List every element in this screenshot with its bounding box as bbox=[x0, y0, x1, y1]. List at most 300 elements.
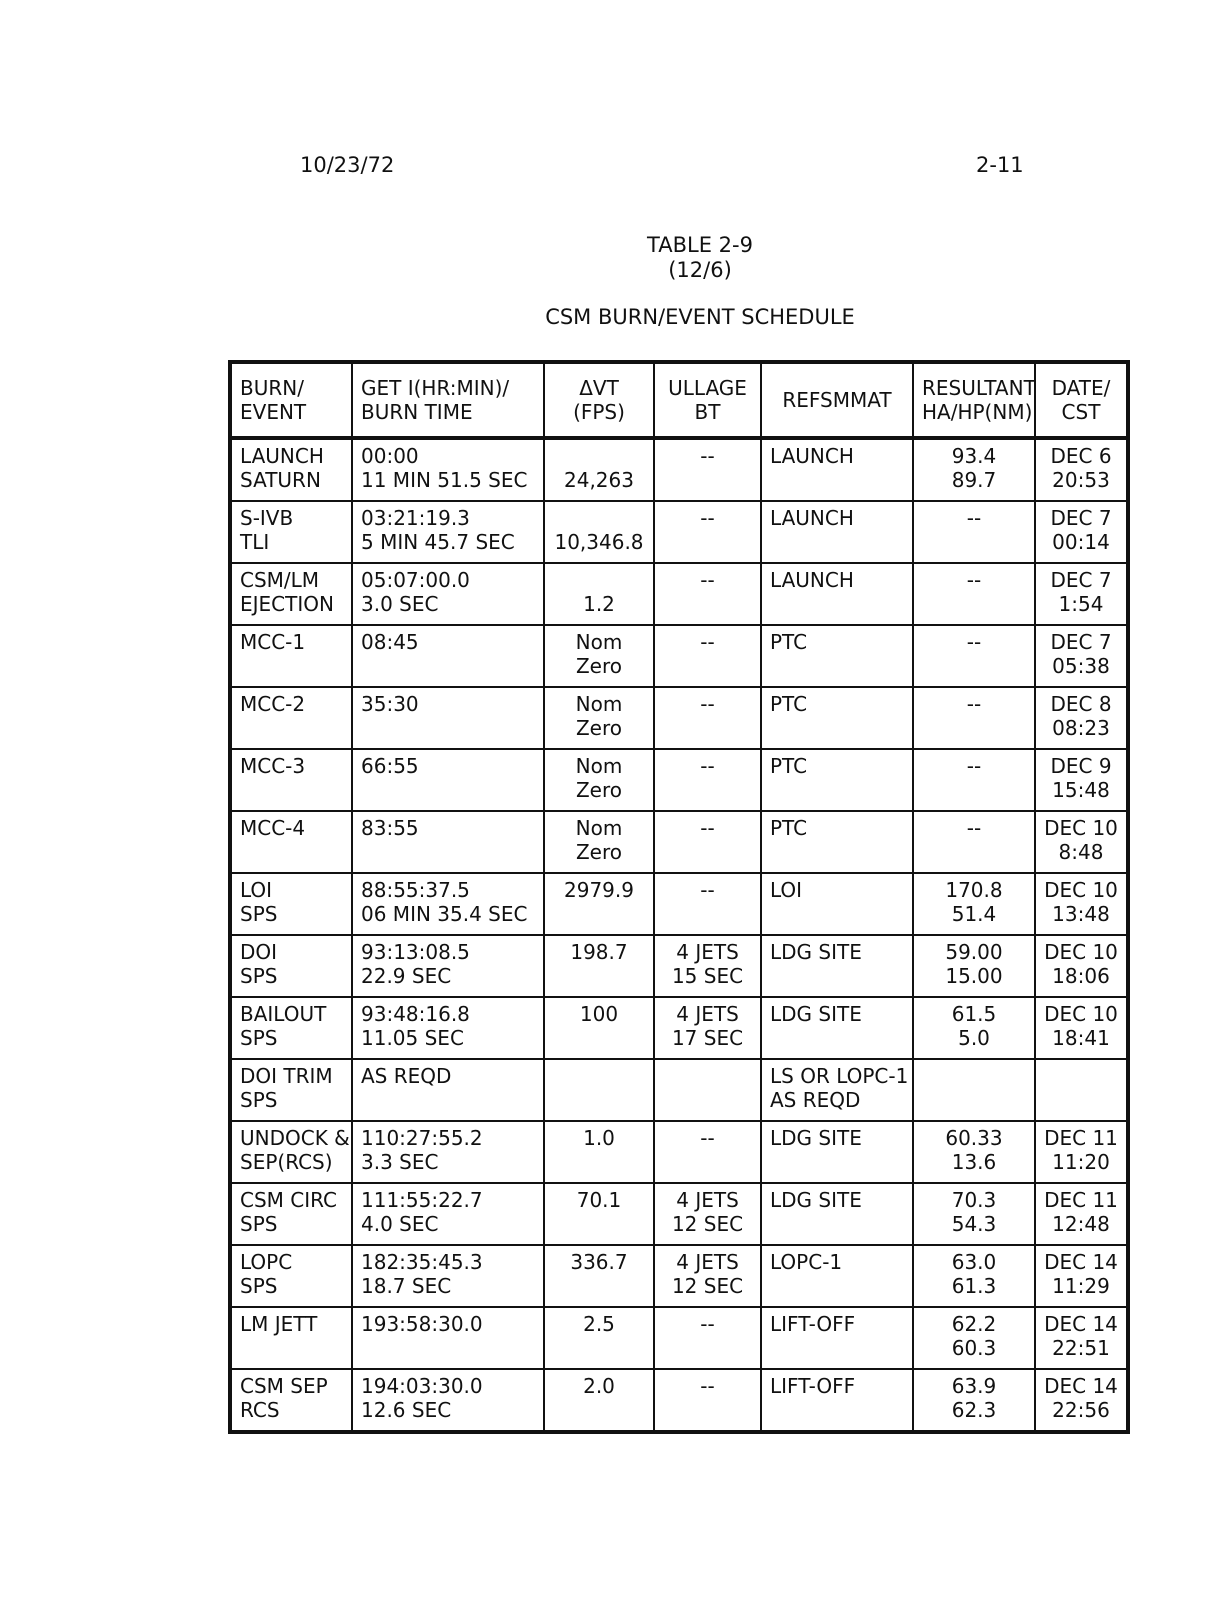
cell-text bbox=[922, 716, 1026, 740]
cell-text bbox=[553, 506, 645, 530]
cell-resultant-ha-hp bbox=[913, 1245, 1035, 1307]
burn-event-table bbox=[228, 360, 1130, 1434]
cell-text: DOI TRIM bbox=[240, 1064, 333, 1088]
cell-date-cst bbox=[1035, 749, 1128, 811]
cell-refsmmat bbox=[761, 1059, 913, 1121]
table-row bbox=[230, 687, 1128, 749]
cell-text: LDG SITE bbox=[770, 1002, 862, 1026]
cell-date-cst bbox=[1035, 1245, 1128, 1307]
cell-text bbox=[922, 592, 1026, 616]
header-text: HA/HP(NM) bbox=[922, 400, 1033, 424]
cell-text: SPS bbox=[240, 1274, 278, 1298]
cell-text bbox=[553, 1088, 645, 1112]
cell-text: 05:07:00.0 bbox=[361, 568, 470, 592]
cell-get-burn-time bbox=[352, 1121, 544, 1183]
cell-burn-event bbox=[230, 1121, 352, 1183]
cell-text bbox=[361, 840, 535, 864]
cell-text: DEC 8 bbox=[1050, 692, 1112, 716]
cell-ullage-bt bbox=[654, 1307, 761, 1369]
cell-get-burn-time bbox=[352, 1245, 544, 1307]
cell-text: DEC 10 bbox=[1044, 878, 1118, 902]
cell-refsmmat bbox=[761, 1121, 913, 1183]
cell-text: 83:55 bbox=[361, 816, 419, 840]
cell-text bbox=[770, 1398, 904, 1422]
cell-text: 88:55:37.5 bbox=[361, 878, 470, 902]
cell-text: Nom bbox=[575, 692, 623, 716]
table-label: TABLE 2-9 bbox=[647, 233, 753, 257]
table-row bbox=[230, 1369, 1128, 1432]
cell-text bbox=[770, 1212, 904, 1236]
cell-text: 00:14 bbox=[1052, 530, 1110, 554]
cell-burn-event bbox=[230, 749, 352, 811]
cell-text bbox=[770, 654, 904, 678]
cell-text: SEP(RCS) bbox=[240, 1150, 333, 1174]
cell-ullage-bt bbox=[654, 438, 761, 501]
cell-text: 12 SEC bbox=[671, 1212, 744, 1236]
cell-get-burn-time bbox=[352, 935, 544, 997]
cell-date-cst bbox=[1035, 687, 1128, 749]
cell-text bbox=[361, 778, 535, 802]
cell-text: 5 MIN 45.7 SEC bbox=[361, 530, 515, 554]
cell-text: 4 JETS bbox=[676, 1250, 739, 1274]
cell-text: LOI bbox=[770, 878, 803, 902]
cell-text: -- bbox=[966, 568, 982, 592]
cell-burn-event bbox=[230, 1059, 352, 1121]
cell-ullage-bt bbox=[654, 1369, 761, 1432]
cell-burn-event bbox=[230, 1245, 352, 1307]
cell-delta-vt bbox=[544, 501, 654, 563]
cell-text: DEC 10 bbox=[1044, 1002, 1118, 1026]
cell-text: 1:54 bbox=[1058, 592, 1104, 616]
cell-ullage-bt bbox=[654, 935, 761, 997]
cell-resultant-ha-hp bbox=[913, 1307, 1035, 1369]
cell-burn-event bbox=[230, 563, 352, 625]
cell-text: SPS bbox=[240, 902, 278, 926]
cell-date-cst bbox=[1035, 997, 1128, 1059]
cell-date-cst bbox=[1035, 1121, 1128, 1183]
cell-text: Zero bbox=[575, 654, 623, 678]
cell-burn-event bbox=[230, 1183, 352, 1245]
cell-text: DEC 6 bbox=[1050, 444, 1112, 468]
cell-text: 12 SEC bbox=[671, 1274, 744, 1298]
header-text: REFSMMAT bbox=[782, 388, 892, 412]
cell-delta-vt bbox=[544, 687, 654, 749]
header-text: EVENT bbox=[240, 400, 307, 424]
cell-ullage-bt bbox=[654, 873, 761, 935]
cell-text: PTC bbox=[770, 816, 808, 840]
cell-get-burn-time bbox=[352, 749, 544, 811]
cell-delta-vt bbox=[544, 1245, 654, 1307]
cell-text: 4.0 SEC bbox=[361, 1212, 439, 1236]
cell-refsmmat bbox=[761, 625, 913, 687]
cell-text: Zero bbox=[575, 778, 623, 802]
cell-text: MCC-3 bbox=[240, 754, 306, 778]
table-row bbox=[230, 501, 1128, 563]
cell-text: 170.8 bbox=[945, 878, 1003, 902]
header-text: BT bbox=[694, 400, 721, 424]
cell-text: -- bbox=[966, 692, 982, 716]
cell-burn-event bbox=[230, 1369, 352, 1432]
cell-text: 3.3 SEC bbox=[361, 1150, 439, 1174]
cell-date-cst bbox=[1035, 1307, 1128, 1369]
cell-ullage-bt bbox=[654, 1245, 761, 1307]
cell-text: 93:48:16.8 bbox=[361, 1002, 470, 1026]
cell-text bbox=[770, 592, 904, 616]
cell-text: 54.3 bbox=[951, 1212, 997, 1236]
header-ullage-bt bbox=[654, 362, 761, 438]
table-row bbox=[230, 1307, 1128, 1369]
cell-delta-vt bbox=[544, 1059, 654, 1121]
cell-text: LIFT-OFF bbox=[770, 1312, 856, 1336]
cell-ullage-bt bbox=[654, 1059, 761, 1121]
cell-text: -- bbox=[700, 444, 715, 468]
cell-text: 24,263 bbox=[564, 468, 634, 492]
cell-text: 22.9 SEC bbox=[361, 964, 452, 988]
cell-delta-vt bbox=[544, 873, 654, 935]
table-header bbox=[230, 362, 1128, 438]
cell-burn-event bbox=[230, 438, 352, 501]
cell-get-burn-time bbox=[352, 1059, 544, 1121]
cell-text: LDG SITE bbox=[770, 1126, 862, 1150]
table-body bbox=[230, 438, 1128, 1432]
cell-text: 18:06 bbox=[1052, 964, 1110, 988]
cell-resultant-ha-hp bbox=[913, 438, 1035, 501]
cell-text: 4 JETS bbox=[676, 940, 739, 964]
cell-text: 08:23 bbox=[1052, 716, 1110, 740]
cell-text: 198.7 bbox=[570, 940, 628, 964]
cell-text: -- bbox=[700, 754, 715, 778]
header-text: ULLAGE bbox=[668, 376, 747, 400]
cell-text bbox=[922, 530, 1026, 554]
cell-burn-event bbox=[230, 935, 352, 997]
cell-refsmmat bbox=[761, 1369, 913, 1432]
cell-text: EJECTION bbox=[240, 592, 334, 616]
cell-text bbox=[240, 1336, 343, 1360]
header-text: GET I(HR:MIN)/ bbox=[361, 376, 510, 400]
cell-text: DEC 10 bbox=[1044, 940, 1118, 964]
table-row bbox=[230, 1245, 1128, 1307]
cell-text: 194:03:30.0 bbox=[361, 1374, 483, 1398]
cell-text bbox=[770, 1026, 904, 1050]
cell-resultant-ha-hp bbox=[913, 1183, 1035, 1245]
cell-text: 2.0 bbox=[583, 1374, 615, 1398]
cell-text: 17 SEC bbox=[671, 1026, 744, 1050]
cell-date-cst bbox=[1035, 935, 1128, 997]
cell-text: LAUNCH bbox=[240, 444, 324, 468]
cell-resultant-ha-hp bbox=[913, 935, 1035, 997]
cell-text: 1.0 bbox=[583, 1126, 615, 1150]
cell-text bbox=[663, 716, 752, 740]
cell-text: -- bbox=[700, 630, 715, 654]
cell-text bbox=[553, 964, 645, 988]
cell-text: 15 SEC bbox=[671, 964, 744, 988]
cell-get-burn-time bbox=[352, 1307, 544, 1369]
cell-burn-event bbox=[230, 811, 352, 873]
cell-text bbox=[770, 778, 904, 802]
cell-text bbox=[663, 592, 752, 616]
cell-text: LAUNCH bbox=[770, 506, 854, 530]
cell-text: SPS bbox=[240, 964, 278, 988]
cell-text bbox=[361, 1088, 535, 1112]
cell-text: 4 JETS bbox=[676, 1002, 739, 1026]
cell-text: -- bbox=[700, 1374, 715, 1398]
header-date-cst bbox=[1035, 362, 1128, 438]
cell-text bbox=[770, 902, 904, 926]
cell-resultant-ha-hp bbox=[913, 687, 1035, 749]
cell-text: 20:53 bbox=[1052, 468, 1110, 492]
cell-ullage-bt bbox=[654, 625, 761, 687]
cell-text: 13.6 bbox=[951, 1150, 997, 1174]
cell-text bbox=[553, 1212, 645, 1236]
cell-date-cst bbox=[1035, 1183, 1128, 1245]
cell-text: 2.5 bbox=[583, 1312, 615, 1336]
cell-text: Zero bbox=[575, 840, 623, 864]
cell-text: -- bbox=[700, 816, 715, 840]
cell-text bbox=[922, 654, 1026, 678]
cell-text: 193:58:30.0 bbox=[361, 1312, 483, 1336]
cell-text: SPS bbox=[240, 1088, 278, 1112]
cell-text: AS REQD bbox=[361, 1064, 452, 1088]
cell-text bbox=[663, 1088, 752, 1112]
cell-text: BAILOUT bbox=[240, 1002, 327, 1026]
cell-delta-vt bbox=[544, 1307, 654, 1369]
cell-text: MCC-2 bbox=[240, 692, 306, 716]
cell-text bbox=[770, 716, 904, 740]
cell-date-cst bbox=[1035, 625, 1128, 687]
cell-text bbox=[770, 1274, 904, 1298]
cell-text: 12:48 bbox=[1052, 1212, 1110, 1236]
cell-text: 13:48 bbox=[1052, 902, 1110, 926]
cell-text bbox=[663, 840, 752, 864]
header-text: ΔVT bbox=[579, 376, 619, 400]
cell-text: -- bbox=[700, 506, 715, 530]
header-text: CST bbox=[1061, 400, 1101, 424]
cell-get-burn-time bbox=[352, 873, 544, 935]
cell-text: 93:13:08.5 bbox=[361, 940, 470, 964]
cell-text: LOPC-1 bbox=[770, 1250, 843, 1274]
cell-refsmmat bbox=[761, 1307, 913, 1369]
cell-resultant-ha-hp bbox=[913, 501, 1035, 563]
cell-text: -- bbox=[700, 692, 715, 716]
cell-text bbox=[553, 1336, 645, 1360]
cell-delta-vt bbox=[544, 997, 654, 1059]
cell-text bbox=[553, 1064, 645, 1088]
cell-date-cst bbox=[1035, 501, 1128, 563]
cell-text: 336.7 bbox=[570, 1250, 628, 1274]
table-row bbox=[230, 1059, 1128, 1121]
cell-text: 15.00 bbox=[945, 964, 1003, 988]
page-number: 2-11 bbox=[976, 153, 1024, 177]
cell-text bbox=[663, 1336, 752, 1360]
cell-text: 61.5 bbox=[951, 1002, 997, 1026]
cell-text: 00:00 bbox=[361, 444, 419, 468]
cell-text bbox=[770, 1336, 904, 1360]
cell-text: 59.00 bbox=[945, 940, 1003, 964]
cell-text: -- bbox=[700, 1312, 715, 1336]
cell-text bbox=[663, 778, 752, 802]
cell-text bbox=[553, 1398, 645, 1422]
header-text: RESULTANT bbox=[922, 376, 1036, 400]
cell-text: 61.3 bbox=[951, 1274, 997, 1298]
header-text: (FPS) bbox=[573, 400, 625, 424]
cell-date-cst bbox=[1035, 811, 1128, 873]
cell-get-burn-time bbox=[352, 997, 544, 1059]
cell-text: DEC 7 bbox=[1050, 630, 1112, 654]
cell-refsmmat bbox=[761, 997, 913, 1059]
cell-resultant-ha-hp bbox=[913, 811, 1035, 873]
table-row bbox=[230, 625, 1128, 687]
cell-text: 35:30 bbox=[361, 692, 419, 716]
cell-text: Nom bbox=[575, 816, 623, 840]
cell-get-burn-time bbox=[352, 625, 544, 687]
cell-text: 63.0 bbox=[951, 1250, 997, 1274]
cell-text: DEC 14 bbox=[1044, 1312, 1118, 1336]
cell-text: 89.7 bbox=[951, 468, 997, 492]
cell-text: DEC 10 bbox=[1044, 816, 1118, 840]
cell-text bbox=[770, 468, 904, 492]
cell-get-burn-time bbox=[352, 1183, 544, 1245]
cell-text bbox=[1044, 1064, 1118, 1088]
cell-text: LOI bbox=[240, 878, 273, 902]
cell-text: CSM SEP bbox=[240, 1374, 328, 1398]
cell-text bbox=[922, 1088, 1026, 1112]
cell-refsmmat bbox=[761, 935, 913, 997]
cell-text: 22:56 bbox=[1052, 1398, 1110, 1422]
header-burn-event bbox=[230, 362, 352, 438]
cell-text bbox=[553, 1026, 645, 1050]
cell-text bbox=[663, 654, 752, 678]
cell-text: UNDOCK & bbox=[240, 1126, 350, 1150]
cell-text: SATURN bbox=[240, 468, 321, 492]
cell-delta-vt bbox=[544, 438, 654, 501]
cell-burn-event bbox=[230, 997, 352, 1059]
cell-burn-event bbox=[230, 873, 352, 935]
cell-text: 11.05 SEC bbox=[361, 1026, 464, 1050]
cell-text bbox=[770, 1150, 904, 1174]
cell-text: 93.4 bbox=[951, 444, 997, 468]
header-text: DATE/ bbox=[1051, 376, 1111, 400]
cell-text: Nom bbox=[575, 754, 623, 778]
cell-resultant-ha-hp bbox=[913, 563, 1035, 625]
cell-resultant-ha-hp bbox=[913, 1059, 1035, 1121]
cell-text: 111:55:22.7 bbox=[361, 1188, 483, 1212]
cell-text: -- bbox=[700, 878, 715, 902]
cell-text bbox=[240, 716, 343, 740]
cell-text bbox=[361, 654, 535, 678]
table-row bbox=[230, 997, 1128, 1059]
cell-text: DEC 7 bbox=[1050, 506, 1112, 530]
cell-text bbox=[922, 1064, 1026, 1088]
cell-text: DEC 11 bbox=[1044, 1126, 1118, 1150]
cell-text: 1.2 bbox=[583, 592, 615, 616]
cell-text bbox=[553, 444, 645, 468]
cell-resultant-ha-hp bbox=[913, 625, 1035, 687]
table-revision: (12/6) bbox=[668, 258, 732, 282]
table-row bbox=[230, 1183, 1128, 1245]
cell-text: 08:45 bbox=[361, 630, 419, 654]
cell-delta-vt bbox=[544, 935, 654, 997]
cell-text: 70.1 bbox=[576, 1188, 622, 1212]
cell-text: 10,346.8 bbox=[554, 530, 644, 554]
table-row bbox=[230, 811, 1128, 873]
cell-delta-vt bbox=[544, 1183, 654, 1245]
cell-text: AS REQD bbox=[770, 1088, 861, 1112]
cell-resultant-ha-hp bbox=[913, 1121, 1035, 1183]
cell-text bbox=[922, 778, 1026, 802]
cell-text: 2979.9 bbox=[564, 878, 634, 902]
cell-text bbox=[1044, 1088, 1118, 1112]
cell-text: TLI bbox=[240, 530, 270, 554]
cell-text bbox=[553, 1150, 645, 1174]
cell-text: DEC 9 bbox=[1050, 754, 1112, 778]
cell-text bbox=[770, 530, 904, 554]
cell-text: 60.33 bbox=[945, 1126, 1003, 1150]
cell-get-burn-time bbox=[352, 811, 544, 873]
cell-text: 15:48 bbox=[1052, 778, 1110, 802]
cell-refsmmat bbox=[761, 811, 913, 873]
cell-text: 63.9 bbox=[951, 1374, 997, 1398]
cell-text bbox=[663, 468, 752, 492]
cell-resultant-ha-hp bbox=[913, 1369, 1035, 1432]
table-row bbox=[230, 1121, 1128, 1183]
cell-refsmmat bbox=[761, 1183, 913, 1245]
cell-text: 11:20 bbox=[1052, 1150, 1110, 1174]
cell-text bbox=[663, 1064, 752, 1088]
cell-text: 3.0 SEC bbox=[361, 592, 439, 616]
cell-refsmmat bbox=[761, 687, 913, 749]
cell-delta-vt bbox=[544, 1369, 654, 1432]
cell-resultant-ha-hp bbox=[913, 749, 1035, 811]
header-row bbox=[230, 362, 1128, 438]
cell-text bbox=[553, 902, 645, 926]
cell-text: 70.3 bbox=[951, 1188, 997, 1212]
cell-text: -- bbox=[966, 754, 982, 778]
table-row bbox=[230, 749, 1128, 811]
cell-text: -- bbox=[700, 1126, 715, 1150]
cell-text: -- bbox=[966, 506, 982, 530]
cell-refsmmat bbox=[761, 873, 913, 935]
cell-text bbox=[240, 778, 343, 802]
cell-burn-event bbox=[230, 687, 352, 749]
cell-ullage-bt bbox=[654, 749, 761, 811]
cell-get-burn-time bbox=[352, 563, 544, 625]
cell-text: -- bbox=[966, 816, 982, 840]
cell-ullage-bt bbox=[654, 811, 761, 873]
table-title: CSM BURN/EVENT SCHEDULE bbox=[545, 305, 855, 329]
cell-text: 5.0 bbox=[958, 1026, 990, 1050]
cell-text: 05:38 bbox=[1052, 654, 1110, 678]
cell-text: 100 bbox=[579, 1002, 619, 1026]
cell-text: 110:27:55.2 bbox=[361, 1126, 483, 1150]
cell-text: PTC bbox=[770, 630, 808, 654]
cell-text: LAUNCH bbox=[770, 444, 854, 468]
cell-text: DOI bbox=[240, 940, 278, 964]
header-text: BURN TIME bbox=[361, 400, 473, 424]
cell-refsmmat bbox=[761, 1245, 913, 1307]
table-row bbox=[230, 563, 1128, 625]
cell-text: PTC bbox=[770, 754, 808, 778]
cell-text: 03:21:19.3 bbox=[361, 506, 470, 530]
cell-text: LM JETT bbox=[240, 1312, 318, 1336]
cell-text: SPS bbox=[240, 1212, 278, 1236]
cell-ullage-bt bbox=[654, 1183, 761, 1245]
header-delta-vt bbox=[544, 362, 654, 438]
cell-date-cst bbox=[1035, 438, 1128, 501]
table-row bbox=[230, 438, 1128, 501]
cell-text: LDG SITE bbox=[770, 940, 862, 964]
cell-text: LOPC bbox=[240, 1250, 293, 1274]
cell-text: DEC 7 bbox=[1050, 568, 1112, 592]
